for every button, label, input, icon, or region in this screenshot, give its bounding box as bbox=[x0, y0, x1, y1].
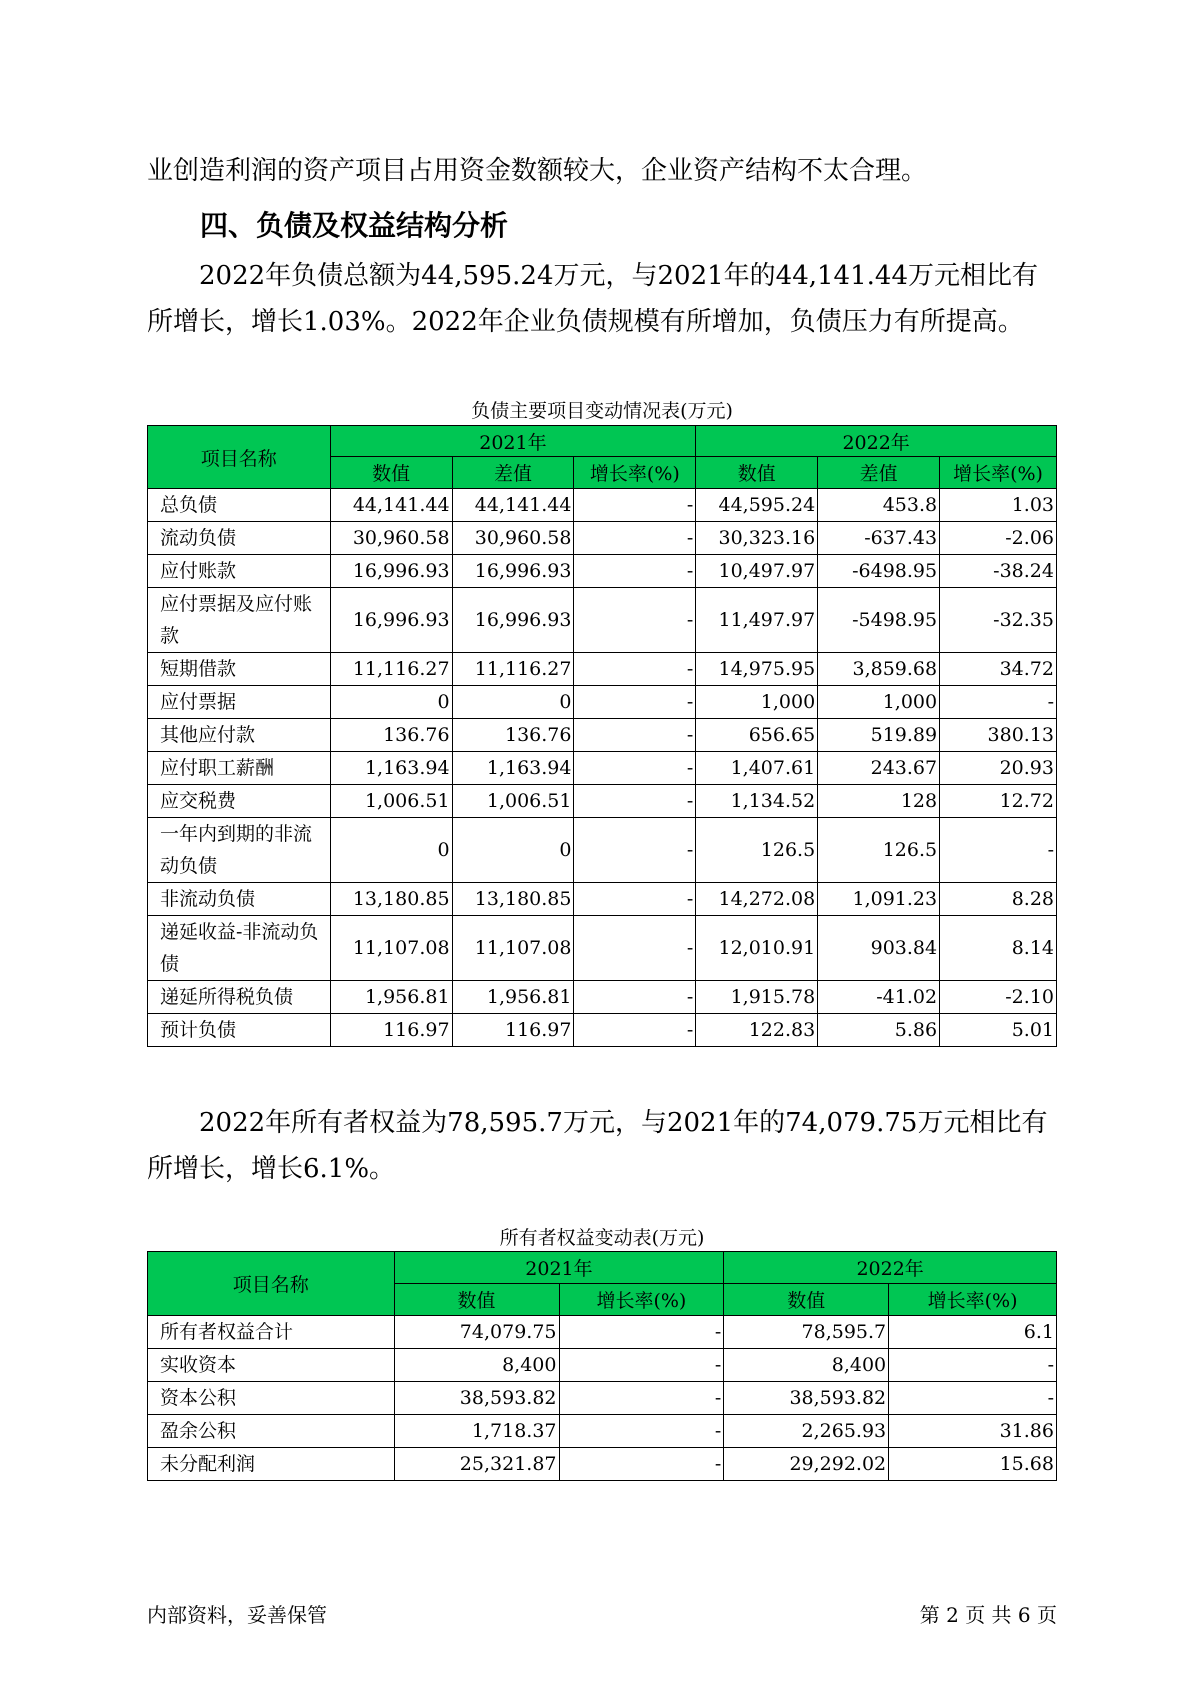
table-row bbox=[148, 1316, 1057, 1349]
row-label: 流动负债 bbox=[148, 522, 331, 555]
cell-value: 903.84 bbox=[818, 916, 940, 981]
cell-value: - bbox=[574, 588, 696, 653]
cell-value: 16,996.93 bbox=[330, 588, 452, 653]
table-row bbox=[148, 653, 1057, 686]
table-row bbox=[148, 785, 1057, 818]
cell-value: 11,107.08 bbox=[452, 916, 574, 981]
row-label: 实收资本 bbox=[148, 1349, 395, 1382]
cell-value: 10,497.97 bbox=[696, 555, 818, 588]
cell-value: -637.43 bbox=[818, 522, 940, 555]
cell-value: 5.01 bbox=[940, 1014, 1057, 1047]
cell-value: -6498.95 bbox=[818, 555, 940, 588]
cell-value: 12.72 bbox=[940, 785, 1057, 818]
row-label: 应付票据及应付账款 bbox=[148, 588, 331, 653]
cell-value: 30,960.58 bbox=[452, 522, 574, 555]
cell-value: 380.13 bbox=[940, 719, 1057, 752]
cell-value: - bbox=[574, 719, 696, 752]
cell-value: 3,859.68 bbox=[818, 653, 940, 686]
row-label: 短期借款 bbox=[148, 653, 331, 686]
table-row bbox=[148, 818, 1057, 883]
cell-value: 29,292.02 bbox=[724, 1448, 889, 1481]
cell-value: 15.68 bbox=[889, 1448, 1057, 1481]
equity-table-caption: 所有者权益变动表(万元) bbox=[499, 1227, 705, 1249]
table-row bbox=[148, 719, 1057, 752]
row-label: 总负债 bbox=[148, 489, 331, 522]
cell-value: - bbox=[574, 785, 696, 818]
cell-value: 2,265.93 bbox=[724, 1415, 889, 1448]
row-label: 资本公积 bbox=[148, 1382, 395, 1415]
header-item-name: 项目名称 bbox=[148, 426, 331, 489]
cell-value: 14,975.95 bbox=[696, 653, 818, 686]
header-year-2022: 2022年 bbox=[696, 426, 1057, 457]
cell-value: 30,323.16 bbox=[696, 522, 818, 555]
cell-value: 16,996.93 bbox=[452, 588, 574, 653]
cell-value: 1,915.78 bbox=[696, 981, 818, 1014]
cell-value: - bbox=[559, 1316, 724, 1349]
cell-value: - bbox=[574, 686, 696, 719]
row-label: 递延收益-非流动负债 bbox=[148, 916, 331, 981]
header-year-2021: 2021年 bbox=[394, 1252, 724, 1284]
table-row bbox=[148, 489, 1057, 522]
cell-value: 16,996.93 bbox=[452, 555, 574, 588]
liability-table-caption: 负债主要项目变动情况表(万元) bbox=[471, 400, 733, 422]
cell-value: 519.89 bbox=[818, 719, 940, 752]
cell-value: 11,116.27 bbox=[452, 653, 574, 686]
table-row bbox=[148, 1415, 1057, 1448]
table-row bbox=[148, 1349, 1057, 1382]
row-label: 其他应付款 bbox=[148, 719, 331, 752]
cell-value: 1,091.23 bbox=[818, 883, 940, 916]
cell-value: 8.14 bbox=[940, 916, 1057, 981]
cell-value: -2.10 bbox=[940, 981, 1057, 1014]
cell-value: -5498.95 bbox=[818, 588, 940, 653]
table-row bbox=[148, 555, 1057, 588]
cell-value: 116.97 bbox=[330, 1014, 452, 1047]
cell-value: - bbox=[940, 686, 1057, 719]
row-label: 非流动负债 bbox=[148, 883, 331, 916]
cell-value: 44,595.24 bbox=[696, 489, 818, 522]
cell-value: 6.1 bbox=[889, 1316, 1057, 1349]
cell-value: - bbox=[559, 1349, 724, 1382]
header-value: 数值 bbox=[696, 457, 818, 489]
cell-value: 16,996.93 bbox=[330, 555, 452, 588]
cell-value: 1,956.81 bbox=[452, 981, 574, 1014]
cell-value: 1,000 bbox=[696, 686, 818, 719]
header-value: 数值 bbox=[394, 1284, 559, 1316]
cell-value: 1,000 bbox=[818, 686, 940, 719]
footer-confidential-note: 内部资料，妥善保管 bbox=[147, 1603, 327, 1627]
cell-value: - bbox=[574, 522, 696, 555]
cell-value: - bbox=[559, 1382, 724, 1415]
cell-value: 11,107.08 bbox=[330, 916, 452, 981]
header-value: 数值 bbox=[330, 457, 452, 489]
cell-value: - bbox=[574, 981, 696, 1014]
cell-value: 12,010.91 bbox=[696, 916, 818, 981]
cell-value: -32.35 bbox=[940, 588, 1057, 653]
table-row bbox=[148, 916, 1057, 981]
cell-value: 1,006.51 bbox=[330, 785, 452, 818]
cell-value: 1,163.94 bbox=[330, 752, 452, 785]
table-row bbox=[148, 883, 1057, 916]
cell-value: 122.83 bbox=[696, 1014, 818, 1047]
cell-value: - bbox=[574, 489, 696, 522]
cell-value: 656.65 bbox=[696, 719, 818, 752]
cell-value: 11,497.97 bbox=[696, 588, 818, 653]
header-growth: 增长率(%) bbox=[889, 1284, 1057, 1316]
cell-value: 5.86 bbox=[818, 1014, 940, 1047]
cell-value: - bbox=[889, 1382, 1057, 1415]
row-label: 预计负债 bbox=[148, 1014, 331, 1047]
cell-value: 30,960.58 bbox=[330, 522, 452, 555]
header-diff: 差值 bbox=[818, 457, 940, 489]
liability-summary-paragraph: 2022年负债总额为44,595.24万元，与2021年的44,141.44万元相比有所增长，增长1.03%。2022年企业负债规模有所增加，负债压力有所提高。 bbox=[147, 261, 1038, 337]
cell-value: 38,593.82 bbox=[724, 1382, 889, 1415]
table-row bbox=[148, 1382, 1057, 1415]
footer-page-number: 第 2 页 共 6 页 bbox=[919, 1603, 1057, 1627]
cell-value: 1,006.51 bbox=[452, 785, 574, 818]
row-label: 盈余公积 bbox=[148, 1415, 395, 1448]
cell-value: 116.97 bbox=[452, 1014, 574, 1047]
cell-value: 8,400 bbox=[394, 1349, 559, 1382]
table-row bbox=[148, 522, 1057, 555]
row-label: 应交税费 bbox=[148, 785, 331, 818]
cell-value: 136.76 bbox=[452, 719, 574, 752]
row-label: 未分配利润 bbox=[148, 1448, 395, 1481]
liability-table bbox=[147, 425, 1057, 1047]
cell-value: 126.5 bbox=[696, 818, 818, 883]
table-row bbox=[148, 981, 1057, 1014]
cell-value: - bbox=[574, 555, 696, 588]
section-heading: 四、负债及权益结构分析 bbox=[200, 209, 509, 242]
cell-value: 453.8 bbox=[818, 489, 940, 522]
cell-value: 1,407.61 bbox=[696, 752, 818, 785]
cell-value: - bbox=[889, 1349, 1057, 1382]
table-row bbox=[148, 686, 1057, 719]
cell-value: -41.02 bbox=[818, 981, 940, 1014]
cell-value: 44,141.44 bbox=[452, 489, 574, 522]
header-year-2022: 2022年 bbox=[724, 1252, 1057, 1284]
cell-value: 0 bbox=[330, 818, 452, 883]
paragraph-continuation: 业创造利润的资产项目占用资金数额较大，企业资产结构不太合理。 bbox=[147, 156, 928, 186]
cell-value: 0 bbox=[330, 686, 452, 719]
cell-value: 38,593.82 bbox=[394, 1382, 559, 1415]
row-label: 所有者权益合计 bbox=[148, 1316, 395, 1349]
row-label: 递延所得税负债 bbox=[148, 981, 331, 1014]
cell-value: 31.86 bbox=[889, 1415, 1057, 1448]
cell-value: 14,272.08 bbox=[696, 883, 818, 916]
cell-value: 34.72 bbox=[940, 653, 1057, 686]
cell-value: - bbox=[940, 818, 1057, 883]
cell-value: 136.76 bbox=[330, 719, 452, 752]
cell-value: - bbox=[574, 1014, 696, 1047]
cell-value: - bbox=[574, 916, 696, 981]
equity-table bbox=[147, 1251, 1057, 1481]
header-growth: 增长率(%) bbox=[940, 457, 1057, 489]
cell-value: 20.93 bbox=[940, 752, 1057, 785]
header-growth: 增长率(%) bbox=[574, 457, 696, 489]
cell-value: 78,595.7 bbox=[724, 1316, 889, 1349]
cell-value: 128 bbox=[818, 785, 940, 818]
cell-value: 1,956.81 bbox=[330, 981, 452, 1014]
cell-value: 13,180.85 bbox=[330, 883, 452, 916]
cell-value: 13,180.85 bbox=[452, 883, 574, 916]
row-label: 应付账款 bbox=[148, 555, 331, 588]
cell-value: 11,116.27 bbox=[330, 653, 452, 686]
table-row bbox=[148, 1448, 1057, 1481]
cell-value: - bbox=[559, 1415, 724, 1448]
header-year-2021: 2021年 bbox=[330, 426, 696, 457]
row-label: 应付票据 bbox=[148, 686, 331, 719]
table-row bbox=[148, 1014, 1057, 1047]
cell-value: 0 bbox=[452, 818, 574, 883]
row-label: 应付职工薪酬 bbox=[148, 752, 331, 785]
cell-value: 74,079.75 bbox=[394, 1316, 559, 1349]
cell-value: - bbox=[574, 883, 696, 916]
cell-value: 1.03 bbox=[940, 489, 1057, 522]
cell-value: 44,141.44 bbox=[330, 489, 452, 522]
cell-value: 8,400 bbox=[724, 1349, 889, 1382]
row-label: 一年内到期的非流动负债 bbox=[148, 818, 331, 883]
cell-value: - bbox=[559, 1448, 724, 1481]
cell-value: 8.28 bbox=[940, 883, 1057, 916]
cell-value: -2.06 bbox=[940, 522, 1057, 555]
equity-summary-paragraph: 2022年所有者权益为78,595.7万元，与2021年的74,079.75万元相比有所增长，增长6.1%。 bbox=[147, 1108, 1048, 1184]
table-row bbox=[148, 588, 1057, 653]
cell-value: -38.24 bbox=[940, 555, 1057, 588]
cell-value: 1,163.94 bbox=[452, 752, 574, 785]
header-diff: 差值 bbox=[452, 457, 574, 489]
header-growth: 增长率(%) bbox=[559, 1284, 724, 1316]
header-item-name: 项目名称 bbox=[148, 1252, 395, 1316]
table-row bbox=[148, 752, 1057, 785]
header-value: 数值 bbox=[724, 1284, 889, 1316]
cell-value: - bbox=[574, 752, 696, 785]
cell-value: 243.67 bbox=[818, 752, 940, 785]
cell-value: - bbox=[574, 818, 696, 883]
cell-value: 0 bbox=[452, 686, 574, 719]
cell-value: 1,718.37 bbox=[394, 1415, 559, 1448]
cell-value: 25,321.87 bbox=[394, 1448, 559, 1481]
cell-value: 126.5 bbox=[818, 818, 940, 883]
cell-value: - bbox=[574, 653, 696, 686]
cell-value: 1,134.52 bbox=[696, 785, 818, 818]
